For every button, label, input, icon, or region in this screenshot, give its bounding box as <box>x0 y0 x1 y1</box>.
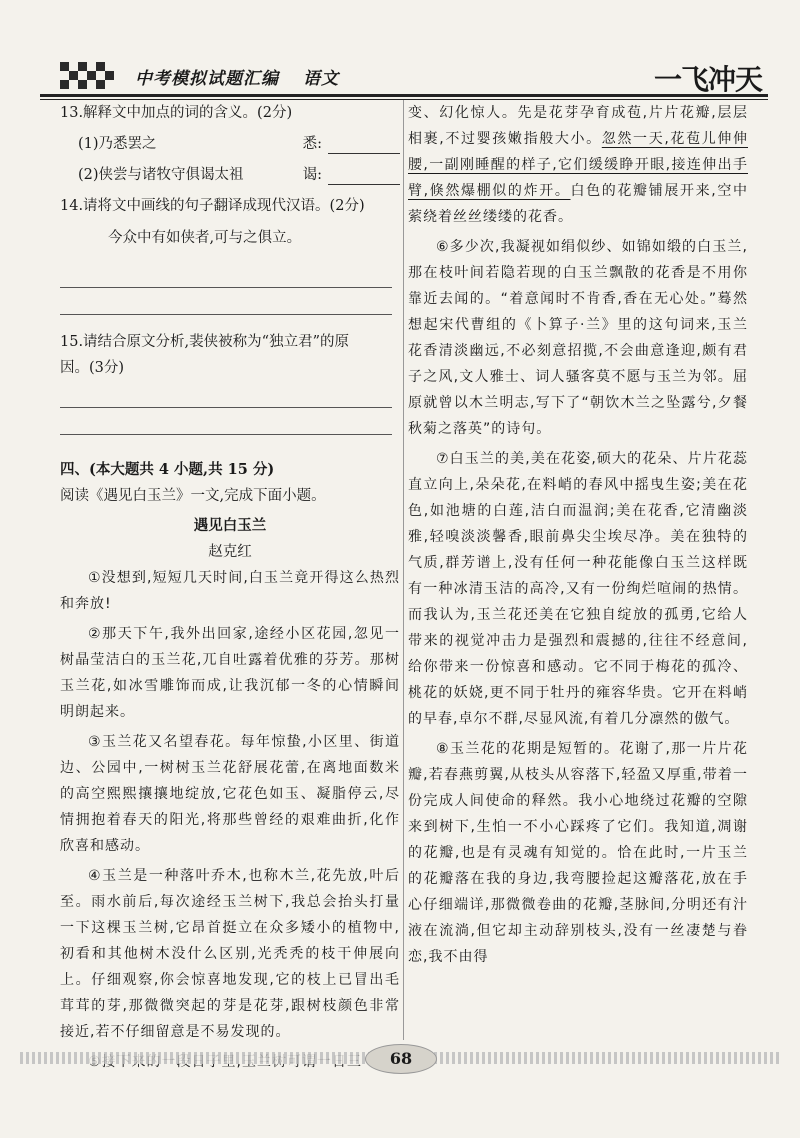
question-13: 13.解释文中加点的词的含义。(2分) <box>60 105 293 121</box>
header-rule <box>40 94 768 97</box>
item-text: (1)乃悉罢之 <box>78 136 157 152</box>
page-header <box>40 52 768 98</box>
left-column <box>60 100 400 1079</box>
subject-label: 语文 <box>303 69 339 89</box>
answer-line[interactable] <box>60 408 392 435</box>
answer-line[interactable] <box>60 381 392 408</box>
item-key: 谒: <box>302 167 322 183</box>
article-paragraph: ⑦白玉兰的美,美在花姿,硕大的花朵、片片花蕊直立向上,朵朵花,在料峭的春风中摇曳生姿;美在花色,如池塘的白莲,洁白而温润;美在花香,它清幽淡雅,轻嗅淡淡馨香,眼前鼻尖尘埃尽净。美在独特的气质,群芳谱上,没有任何一种花能像白玉兰这样既有一种冰清玉洁的高冷,又有一份绚烂喧闹的热情。而我认为,玉兰花还美在它独自绽放的孤勇,它给人带来的视觉冲击力是强烈和震撼的,往往不经意间,给你带来一份惊喜和感动。它不同于梅花的孤冷、桃花的妖娆,更不同于牡丹的雍容华贵。它开在料峭的早春,卓尔不群,尽显风流,有着几分凛然的傲气。 <box>408 451 748 727</box>
series-title: 中考模拟试题汇编 <box>135 69 279 89</box>
article-paragraph: ⑧玉兰花的花期是短暂的。花谢了,那一片片花瓣,若春燕剪翼,从枝头从容落下,轻盈又厚重,带着一份完成人间使命的释然。我小心地绕过花瓣的空隙来到树下,生怕一不小心踩疼了它们。我知道,凋谢的花瓣,也是有灵魂有知觉的。恰在此时,一片玉兰的花瓣落在我的身边,我弯腰捡起这瓣落花,放在手心仔细端详,那微微卷曲的花瓣,茎脉间,分明还有汁液在流淌,但它却主动辞别枝头,没有一丝凄楚与眷恋,我不由得 <box>408 741 748 965</box>
article-paragraph: ③玉兰花又名望春花。每年惊蛰,小区里、街道边、公园中,一树树玉兰花舒展花蕾,在离地面数米的高空熙熙攘攘地绽放,它花色如玉、凝脂停云,尽情拥抱着春天的阳光,将那些曾经的艰难曲折,化作欣喜和感动。 <box>60 734 400 854</box>
header-title <box>135 64 339 89</box>
question-15-line-1: 15.请结合原文分析,裴侠被称为“独立君”的原 <box>60 334 349 350</box>
question-14-quote: 今众中有如侠者,可与之俱立。 <box>108 230 302 246</box>
checker-logo-icon <box>60 62 120 90</box>
para-text: 变、幻化惊人。先是花芽孕育成苞,片片花瓣,层层相裹,不过婴孩嫩指般大小。 <box>408 105 748 147</box>
brand-logo: 一飞冲天 <box>653 63 762 96</box>
article-paragraph: ④玉兰是一种落叶乔木,也称木兰,花先放,叶后至。雨水前后,每次途经玉兰树下,我总会抬头打量一下这棵玉兰树,它昂首挺立在众多矮小的植物中,初看和其他树木没什么区别,光秃秃的枝干伸展向上。仔细观察,你会惊喜地发现,它的枝上已冒出毛茸茸的芽,那微微突起的芽是花芽,跟树枝颜色非常接近,若不仔细留意是不易发现的。 <box>60 868 400 1040</box>
section-instruction: 阅读《遇见白玉兰》一文,完成下面小题。 <box>60 488 326 504</box>
article-paragraph: ②那天下午,我外出回家,途经小区花园,忽见一树晶莹洁白的玉兰花,兀自吐露着优雅的芬芳。那树玉兰花,如冰雪雕饰而成,让我沉郁一冬的心情瞬间明朗起来。 <box>60 626 400 720</box>
answer-line[interactable] <box>60 261 392 288</box>
right-column <box>408 100 748 974</box>
article-title: 遇见白玉兰 <box>193 518 267 534</box>
item-text: (2)侠尝与诸牧守俱谒太祖 <box>78 167 244 183</box>
underlined-sentence: 忽然一天,花苞儿伸伸腰,一副刚睡醒的样子,它们缓缓睁开眼,接连伸出手臂,倏然爆棚似的炸开。 <box>408 131 748 199</box>
article-paragraph: ①没想到,短短几天时间,白玉兰竟开得这么热烈和奔放! <box>60 570 400 612</box>
article-paragraph-continued <box>408 100 748 230</box>
page-number: 68 <box>365 1044 437 1074</box>
article-author: 赵克红 <box>208 544 252 560</box>
question-15-line-2: 因。(3分) <box>60 360 125 376</box>
answer-line[interactable] <box>60 288 392 315</box>
answer-blank[interactable] <box>328 166 400 185</box>
page-footer <box>0 1040 800 1080</box>
article-paragraph: ⑥多少次,我凝视如绢似纱、如锦如缎的白玉兰,那在枝叶间若隐若现的白玉兰飘散的花香是不用你靠近去闻的。“着意闻时不肯香,香在无心处。”蓦然想起宋代曹组的《卜算子·兰》里的这句词来,玉兰花香清淡幽远,不必刻意招揽,不会曲意逢迎,颇有君子之风,文人雅士、词人骚客莫不愿与玉兰为邻。屈原就曾以木兰明志,写下了“朝饮木兰之坠露兮,夕餐秋菊之落英”的诗句。 <box>408 239 748 437</box>
question-14: 14.请将文中画线的句子翻译成现代汉语。(2分) <box>60 198 365 214</box>
question-13-item-2 <box>60 162 400 188</box>
question-13-item-1 <box>60 131 400 157</box>
para-text: 白色的花瓣铺展开来,空中萦绕着丝丝缕缕的花香。 <box>408 183 748 225</box>
column-divider <box>403 100 404 1040</box>
item-key: 悉: <box>302 136 322 152</box>
answer-blank[interactable] <box>328 135 400 154</box>
section-heading: 四、(本大题共 4 小题,共 15 分) <box>60 461 275 478</box>
